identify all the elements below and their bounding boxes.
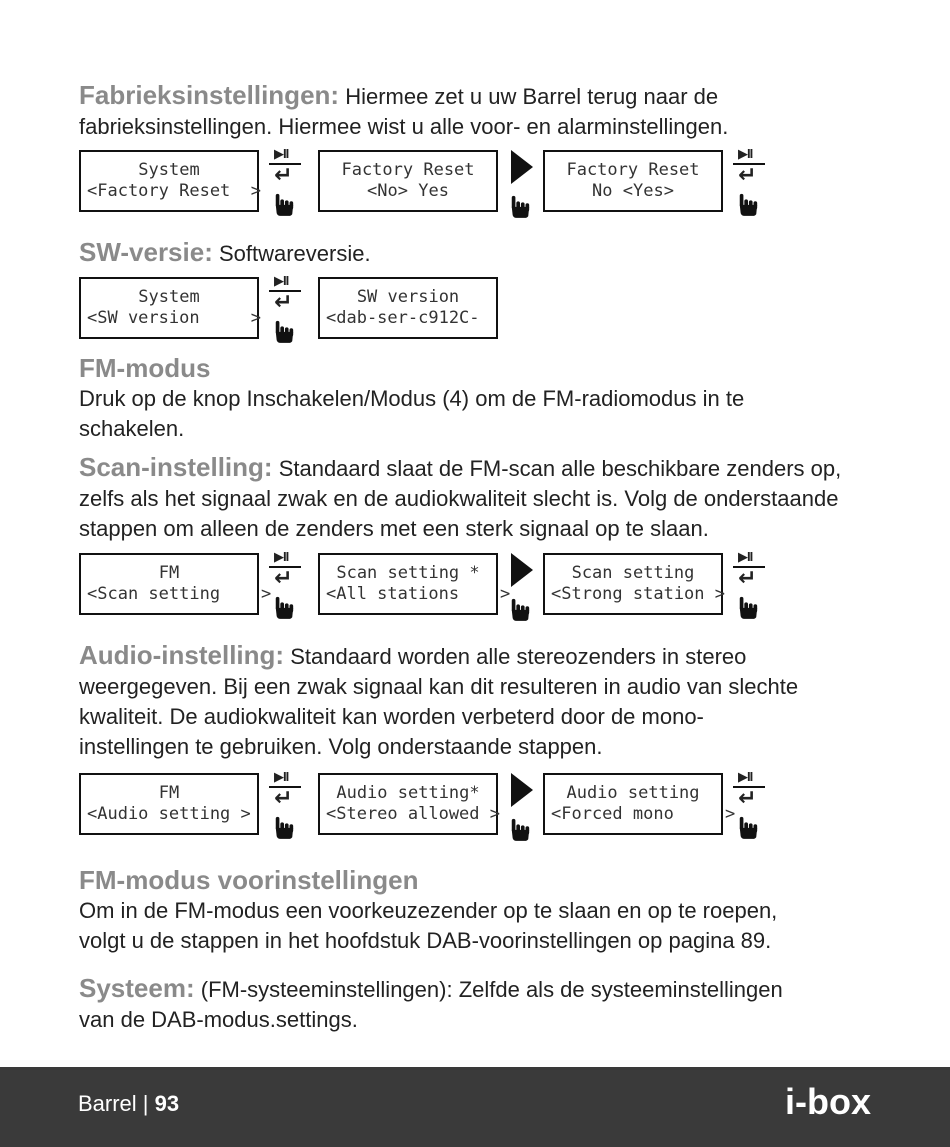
hand-icon — [273, 319, 295, 343]
fm-text-1: Druk op de knop Inschakelen/Modus (4) om de FM-radiomodus in te — [79, 386, 745, 411]
select-control — [729, 146, 769, 220]
scan-section — [79, 452, 879, 544]
page-footer — [0, 1067, 950, 1147]
audio-section — [79, 640, 879, 762]
sw-diagram — [79, 273, 509, 345]
scan-text-1: Standaard slaat de FM-scan alle beschikbare zenders op, — [272, 456, 842, 481]
enter-icon: ↵ — [738, 565, 757, 590]
presets-text-2: volgt u de stappen in het hoofdstuk DAB-voorinstellingen op pagina 89. — [79, 928, 772, 953]
hand-icon — [737, 192, 759, 216]
hand-icon — [273, 192, 295, 216]
system-paragraph — [79, 973, 879, 1005]
lcd-screen: FM <Scan setting > — [79, 553, 259, 615]
hand-icon — [509, 817, 531, 841]
factory-diagram — [79, 146, 779, 218]
presets-text-1: Om in de FM-modus een voorkeuzezender op te slaan en op te roepen, — [79, 898, 778, 923]
play-pause-icon: ▶II — [274, 273, 289, 288]
sw-paragraph — [79, 237, 879, 269]
system-text-1: (FM-systeeminstellingen): Zelfde als de systeeminstellingen — [194, 977, 783, 1002]
sw-text: Softwareversie. — [212, 241, 371, 266]
play-pause-icon: ▶II — [274, 549, 289, 564]
lcd-screen: Audio setting* <Stereo allowed > — [318, 773, 498, 835]
factory-text-2: fabrieksinstellingen. Hiermee wist u alle voor- en alarminstellingen. — [79, 114, 729, 139]
audio-heading: Audio-instelling: — [79, 640, 285, 670]
hand-icon — [273, 595, 295, 619]
select-control — [729, 769, 769, 843]
lcd-screen: SW version <dab-ser-c912C- — [318, 277, 498, 339]
factory-paragraph — [79, 80, 879, 112]
lcd-screen: Scan setting <Strong station > — [543, 553, 723, 615]
scan-text-2: zelfs als het signaal zwak en de audiokwaliteit slecht is. Volg de onderstaande — [79, 486, 839, 511]
lcd-screen: Scan setting * <All stations > — [318, 553, 498, 615]
lcd-screen: Factory Reset No <Yes> — [543, 150, 723, 212]
system-section — [79, 973, 879, 1035]
play-pause-icon: ▶II — [274, 146, 289, 161]
next-control — [507, 150, 537, 220]
audio-diagram — [79, 769, 779, 841]
audio-text-2: weergegeven. Bij een zwak signaal kan dit resulteren in audio van slechte — [79, 674, 799, 699]
next-control — [507, 773, 537, 843]
system-text-2: van de DAB-modus.settings. — [79, 1007, 358, 1032]
select-control — [265, 549, 305, 623]
select-control — [265, 146, 305, 220]
system-heading: Systeem: — [79, 973, 195, 1003]
product-name: Barrel — [78, 1091, 137, 1116]
scan-text-3: stappen om alleen de zenders met een sterk signaal op te slaan. — [79, 516, 709, 541]
page-number-label: Barrel | 93 — [78, 1091, 180, 1116]
hand-icon — [737, 815, 759, 839]
lcd-screen: Factory Reset <No> Yes — [318, 150, 498, 212]
play-pause-icon: ▶II — [274, 769, 289, 784]
presets-heading: FM-modus voorinstellingen — [79, 865, 419, 895]
brand-logo: i-box — [785, 1081, 871, 1122]
lcd-screen: System <SW version > — [79, 277, 259, 339]
scan-heading: Scan-instelling: — [79, 452, 273, 482]
lcd-screen: FM <Audio setting > — [79, 773, 259, 835]
select-control — [265, 273, 305, 347]
enter-icon: ↵ — [738, 162, 757, 187]
fm-heading: FM-modus — [79, 353, 211, 383]
factory-text-1: Hiermee zet u uw Barrel terug naar de — [339, 84, 719, 109]
next-control — [507, 553, 537, 623]
play-icon — [511, 553, 533, 587]
hand-icon — [273, 815, 295, 839]
factory-section — [79, 80, 879, 142]
enter-icon: ↵ — [274, 565, 293, 590]
lcd-screen: Audio setting <Forced mono > — [543, 773, 723, 835]
presets-section — [79, 864, 879, 956]
hand-icon — [509, 597, 531, 621]
play-pause-icon: ▶II — [738, 549, 753, 564]
sw-section — [79, 237, 879, 269]
enter-icon: ↵ — [738, 785, 757, 810]
play-icon — [511, 150, 533, 184]
scan-diagram — [79, 549, 779, 621]
select-control — [729, 549, 769, 623]
hand-icon — [509, 194, 531, 218]
enter-icon: ↵ — [274, 289, 293, 314]
play-pause-icon: ▶II — [738, 769, 753, 784]
audio-text-1: Standaard worden alle stereozenders in stereo — [284, 644, 747, 669]
audio-text-3: kwaliteit. De audiokwaliteit kan worden verbeterd door de mono- — [79, 704, 704, 729]
factory-heading: Fabrieksinstellingen: — [79, 80, 340, 110]
scan-paragraph — [79, 452, 879, 484]
audio-paragraph — [79, 640, 879, 672]
enter-icon: ↵ — [274, 162, 293, 187]
fm-section — [79, 352, 879, 444]
sw-heading: SW-versie: — [79, 237, 213, 267]
play-icon — [511, 773, 533, 807]
audio-text-4: instellingen te gebruiken. Volg onderstaande stappen. — [79, 734, 603, 759]
select-control — [265, 769, 305, 843]
enter-icon: ↵ — [274, 785, 293, 810]
lcd-screen: System <Factory Reset > — [79, 150, 259, 212]
play-pause-icon: ▶II — [738, 146, 753, 161]
page-number: 93 — [154, 1091, 180, 1116]
hand-icon — [737, 595, 759, 619]
fm-text-2: schakelen. — [79, 416, 185, 441]
